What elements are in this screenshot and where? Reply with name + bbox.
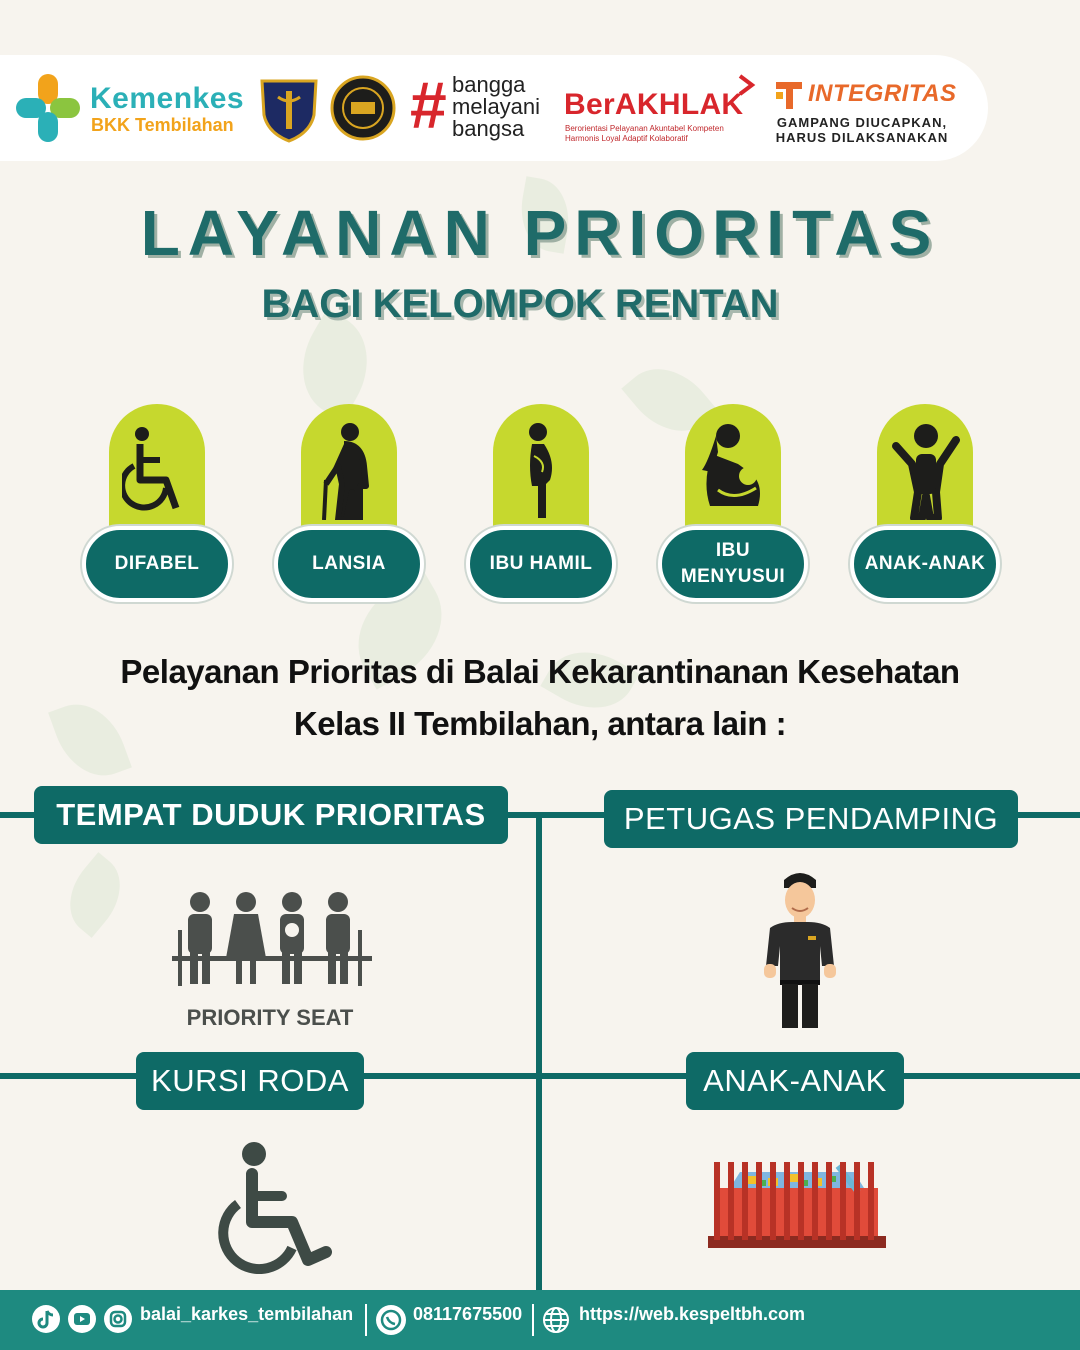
integritas-logo-icon <box>774 80 804 110</box>
category-anak-anak-card <box>877 404 973 534</box>
berakhlak-title: BerAKHLAK <box>564 88 744 121</box>
footer-separator <box>365 1304 367 1336</box>
berakhlak-values <box>565 124 755 144</box>
category-lansia-label: LANSIA <box>274 526 424 602</box>
instagram-icon[interactable] <box>104 1305 132 1333</box>
officer-icon <box>758 866 842 1030</box>
social-handle-link[interactable]: balai_karkes_tembilahan <box>140 1304 354 1324</box>
category-ibu-hamil-label: IBU HAMIL <box>466 526 616 602</box>
page-subtitle: BAGI KELOMPOK RENTAN <box>261 282 779 326</box>
category-lansia-card <box>301 404 397 534</box>
intro-line: Kelas II Tembilahan, antara lain : <box>293 705 787 742</box>
category-ibu-menyusui-card <box>685 404 781 534</box>
breastfeeding-mother-icon <box>698 422 768 520</box>
tiktok-icon[interactable] <box>32 1305 60 1333</box>
grid-line-vertical <box>536 812 542 1290</box>
wheelchair-icon <box>122 422 192 520</box>
footer-separator <box>532 1304 534 1336</box>
service-children-label: ANAK-ANAK <box>686 1052 904 1110</box>
integritas-slogan <box>767 115 957 145</box>
child-icon <box>890 422 960 520</box>
phone-number-link[interactable]: 08117675500 <box>413 1304 523 1324</box>
berakhlak-line: Harmonis Loyal Adaptif Kolaboratif <box>565 134 688 143</box>
category-difabel-label: DIFABEL <box>82 526 232 602</box>
website-link[interactable]: https://web.kespeltbh.com <box>579 1304 806 1324</box>
service-wheelchair-label: KURSI RODA <box>136 1052 364 1110</box>
service-priority-seat-label: TEMPAT DUDUK PRIORITAS <box>34 786 508 844</box>
hashtag-symbol: # <box>410 68 447 142</box>
bangga-line: melayani <box>452 94 541 119</box>
label-line: IBU <box>715 540 751 561</box>
service-escort-officer-label: PETUGAS PENDAMPING <box>604 790 1018 848</box>
label-line: MENYUSUI <box>680 566 786 587</box>
category-anak-anak-label: ANAK-ANAK <box>850 526 1000 602</box>
integritas-title: INTEGRITAS <box>808 80 957 107</box>
kemenkes-subtitle: BKK Tembilahan <box>91 115 234 135</box>
bangga-line: bangga <box>452 72 526 97</box>
whatsapp-icon[interactable] <box>376 1305 406 1335</box>
category-ibu-menyusui-label <box>658 526 808 602</box>
bangga-melayani-bangsa <box>452 74 540 140</box>
kemenkes-logo-icon <box>14 72 82 144</box>
pregnant-woman-icon <box>506 422 576 520</box>
category-difabel-card <box>109 404 205 534</box>
chevron-right-icon <box>736 74 756 96</box>
integritas-line: HARUS DILAKSANAKAN <box>775 130 949 145</box>
karantina-kesehatan-badge-icon <box>258 75 320 143</box>
playground-icon <box>708 1158 886 1250</box>
globe-icon[interactable] <box>541 1305 571 1335</box>
berakhlak-line: Berorientasi Pelayanan Akuntabel Kompeten <box>565 124 724 133</box>
integritas-line: GAMPANG DIUCAPKAN, <box>776 115 948 130</box>
bangga-line: bangsa <box>452 116 525 141</box>
wheelchair-icon <box>208 1140 334 1274</box>
wbk-badge-icon <box>330 75 396 141</box>
intro-text <box>60 646 1020 750</box>
page-title: LAYANAN PRIORITAS <box>140 197 940 269</box>
priority-seat-icon <box>172 890 372 990</box>
decorative-leaf <box>53 852 136 938</box>
category-ibu-hamil-card <box>493 404 589 534</box>
youtube-icon[interactable] <box>68 1305 96 1333</box>
kemenkes-title: Kemenkes <box>90 82 245 115</box>
intro-line: Pelayanan Prioritas di Balai Kekarantinanan Kesehatan <box>120 653 960 690</box>
priority-seat-caption: PRIORITY SEAT <box>186 1005 354 1030</box>
elderly-person-icon <box>314 422 384 520</box>
